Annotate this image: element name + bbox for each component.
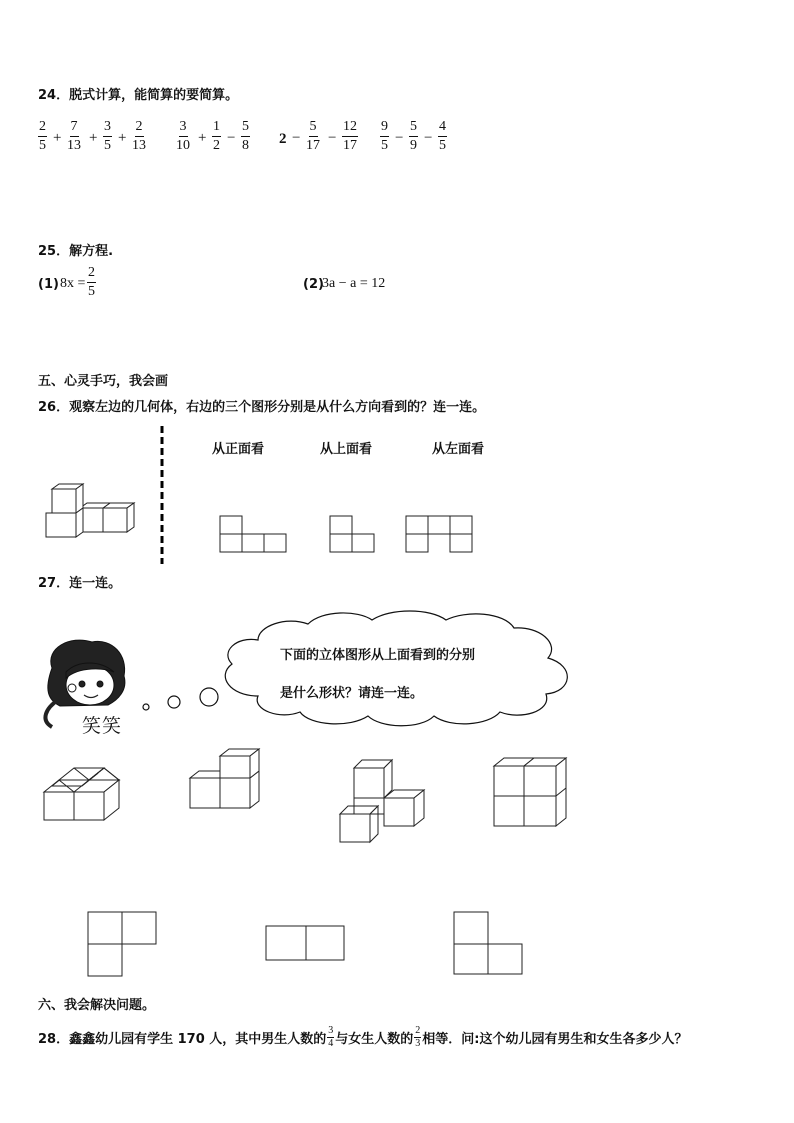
operator: − <box>395 130 404 146</box>
eq1-denominator: 5 <box>88 284 95 299</box>
denominator: 5 <box>439 138 446 153</box>
solid-2 <box>190 749 259 808</box>
label-front-view: 从正面看 <box>212 442 265 457</box>
solid-1 <box>44 768 119 820</box>
numerator: 5 <box>409 120 418 137</box>
q28-fraction-1 <box>327 1026 334 1049</box>
numerator: 2 <box>135 120 144 137</box>
numerator: 5 <box>309 120 318 137</box>
label-top-view: 从上面看 <box>320 442 373 457</box>
answer-shape-2 <box>266 926 344 960</box>
denominator: 5 <box>381 138 388 153</box>
q28-text-b: 与女生人数的 <box>335 1032 414 1047</box>
denominator: 17 <box>343 138 357 153</box>
denominator: 5 <box>39 138 46 153</box>
solid-4 <box>494 758 566 826</box>
denominator: 10 <box>176 138 190 153</box>
numerator: 4 <box>438 120 447 137</box>
operator: + <box>89 130 98 146</box>
denominator: 8 <box>242 138 249 153</box>
operator: + <box>118 130 127 146</box>
solid-3 <box>340 760 424 842</box>
section5-title: 五、心灵手巧，我会画 <box>38 374 169 389</box>
q28-frac1-num: 3 <box>328 1025 334 1036</box>
operator: − <box>328 130 337 146</box>
numerator: 3 <box>103 120 112 137</box>
section6-title: 六、我会解决问题。 <box>38 998 156 1013</box>
answer-shape-1 <box>88 912 156 976</box>
numerator: 1 <box>212 120 221 137</box>
answer-shape-3 <box>454 912 522 974</box>
numerator: 2 <box>38 120 47 137</box>
q28-fraction-2 <box>414 1026 421 1049</box>
q28-text-a: 28．鑫鑫幼儿园有学生 170 人，其中男生人数的 <box>38 1032 327 1047</box>
label-left-view: 从左面看 <box>432 442 485 457</box>
girl-caption: 笑笑 <box>82 715 123 737</box>
eq2-label: (2) <box>303 277 324 292</box>
q25-title: 25．解方程. <box>38 244 114 259</box>
denominator: 13 <box>132 138 146 153</box>
operator: − <box>292 130 301 146</box>
denominator: 17 <box>306 138 320 153</box>
denominator: 9 <box>410 138 417 153</box>
numerator: 5 <box>241 120 250 137</box>
eq2-equation: 3a − a = 12 <box>322 276 386 291</box>
operator: − <box>227 130 236 146</box>
numerator: 7 <box>70 120 79 137</box>
denominator: 5 <box>104 138 111 153</box>
q24-title: 24．脱式计算，能简算的要简算。 <box>38 88 239 103</box>
bubble-text-line1: 下面的立体图形从上面看到的分别 <box>280 648 476 663</box>
q28-frac2-den: 3 <box>415 1038 421 1049</box>
q28-text <box>38 1026 688 1049</box>
operator: + <box>53 130 62 146</box>
q26-title: 26．观察左边的几何体，右边的三个图形分别是从什么方向看到的？连一连。 <box>38 400 486 415</box>
q24-expression-3-lead: 2 <box>279 131 287 147</box>
denominator: 13 <box>67 138 81 153</box>
q28-frac2-num: 2 <box>415 1025 421 1036</box>
numerator: 9 <box>380 120 389 137</box>
bubble-text-line2: 是什么形状？请连一连。 <box>280 686 424 701</box>
numerator: 12 <box>342 120 358 137</box>
denominator: 2 <box>213 138 220 153</box>
eq1-numerator: 2 <box>87 266 96 283</box>
operator: + <box>198 130 207 146</box>
q28-text-c: 相等．问:这个幼儿园有男生和女生各多少人？ <box>422 1032 688 1047</box>
numerator: 3 <box>179 120 188 137</box>
q28-frac1-den: 4 <box>328 1038 334 1049</box>
operator: − <box>424 130 433 146</box>
eq1-label: (1) <box>38 277 59 292</box>
eq1-lhs: 8x = <box>60 276 86 291</box>
q27-title: 27．连一连。 <box>38 576 122 591</box>
